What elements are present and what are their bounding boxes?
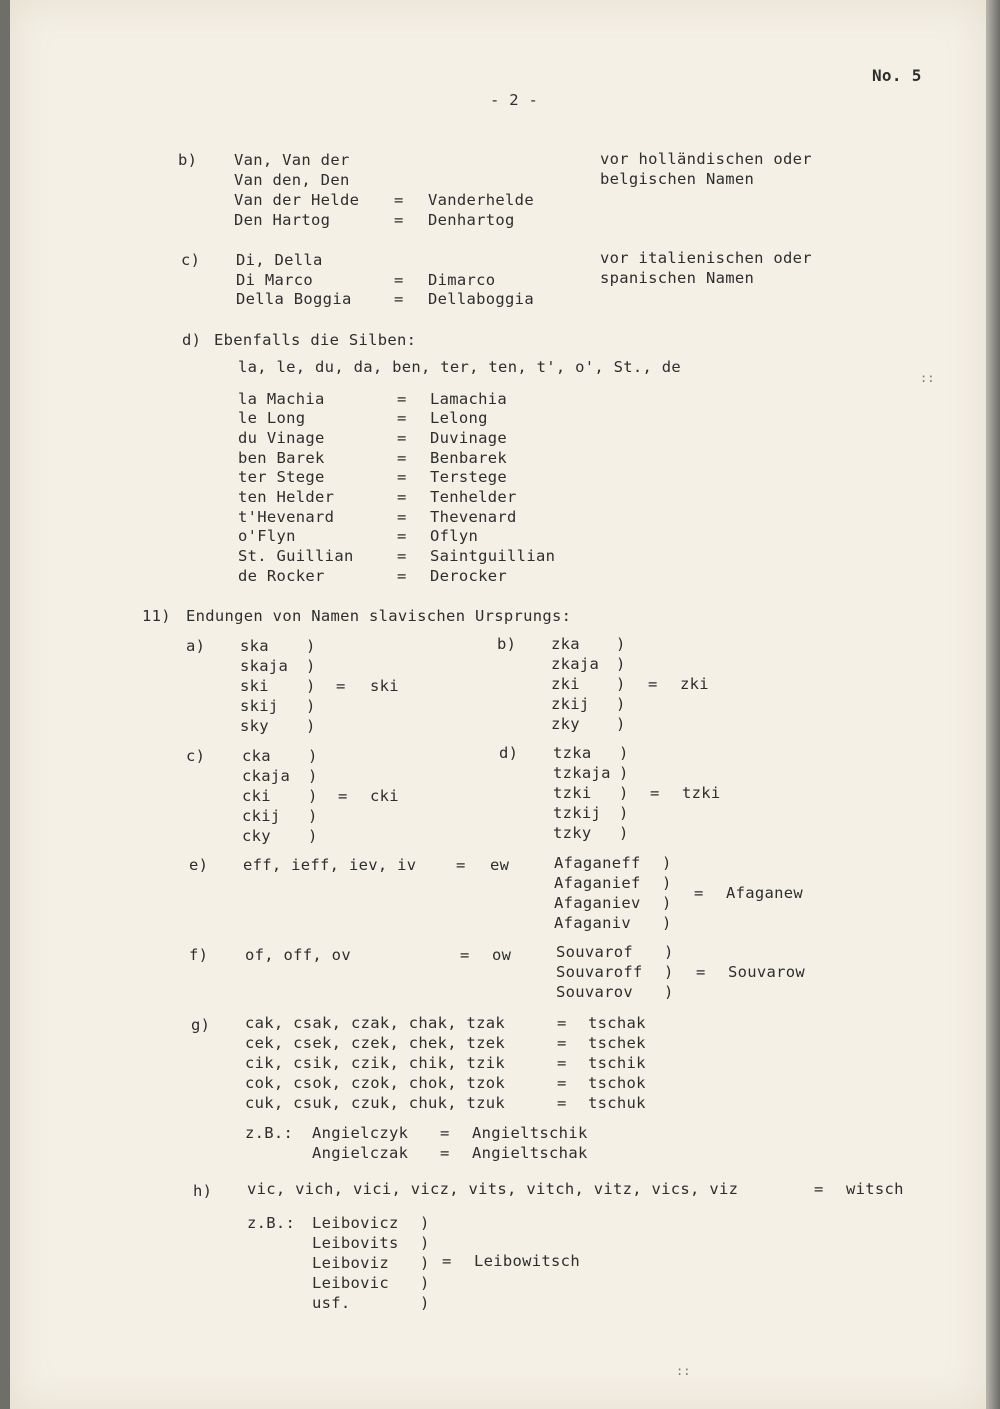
bracket: ): [420, 1294, 430, 1312]
section-c-prefix: Di, Della: [236, 251, 323, 269]
equals-sign: =: [694, 884, 704, 902]
equals-sign: =: [397, 527, 407, 545]
group-d-letter: d): [499, 744, 519, 762]
equals-sign: =: [650, 784, 660, 802]
group-d-ending: tzky: [553, 824, 592, 842]
equals-sign: =: [557, 1094, 567, 1112]
section-c-note: spanischen Namen: [600, 269, 755, 287]
equals-sign: =: [397, 488, 407, 506]
section-d-name: du Vinage: [238, 429, 325, 447]
equals-sign: =: [397, 547, 407, 565]
group-g-endings: cuk, csuk, czuk, chuk, tzuk: [245, 1094, 506, 1112]
section-d-syllables: la, le, du, da, ben, ter, ten, t', o', St., de: [238, 358, 682, 376]
bracket: ): [662, 874, 672, 892]
equals-sign: =: [696, 963, 706, 981]
group-g-example: Angielczak: [312, 1144, 409, 1162]
section-b-note: belgischen Namen: [600, 170, 755, 188]
bracket: ): [619, 824, 629, 842]
group-g-example: Angielczyk: [312, 1124, 409, 1142]
bracket: ): [420, 1234, 430, 1252]
group-h-example: Leiboviz: [312, 1254, 390, 1272]
group-c-ending: cki: [242, 787, 271, 805]
group-d-ending: tzkaja: [553, 764, 611, 782]
bracket: ): [306, 697, 316, 715]
group-b-ending: zki: [551, 675, 580, 693]
section-11-heading: Endungen von Namen slavischen Ursprungs:: [186, 607, 572, 625]
page-number: - 2 -: [490, 91, 539, 109]
equals-sign: =: [648, 675, 658, 693]
group-f-example: Souvarov: [556, 983, 634, 1001]
section-d-name: ten Helder: [238, 488, 335, 506]
group-g-result: tschik: [588, 1054, 646, 1072]
section-d-name: de Rocker: [238, 567, 325, 585]
bracket: ): [308, 767, 318, 785]
bracket: ): [619, 764, 629, 782]
section-d-result: Duvinage: [430, 429, 508, 447]
group-f-endings: of, off, ov: [245, 946, 351, 964]
group-a-ending: ski: [240, 677, 269, 695]
bracket: ): [616, 715, 626, 733]
equals-sign: =: [456, 856, 466, 874]
section-11-number: 11): [142, 607, 171, 625]
equals-sign: =: [397, 449, 407, 467]
group-e-example: Afaganiv: [554, 914, 632, 932]
group-c-ending: cka: [242, 747, 271, 765]
equals-sign: =: [338, 787, 348, 805]
group-g-result: tschuk: [588, 1094, 646, 1112]
equals-sign: =: [557, 1034, 567, 1052]
equals-sign: =: [442, 1252, 452, 1270]
equals-sign: =: [557, 1014, 567, 1032]
bracket: ): [308, 827, 318, 845]
group-e-result: ew: [490, 856, 510, 874]
group-e-letter: e): [189, 856, 209, 874]
document-number: No. 5: [872, 66, 922, 85]
section-c-note: vor italienischen oder: [600, 249, 812, 267]
section-c-prefix: Di Marco: [236, 271, 314, 289]
section-d-result: Thevenard: [430, 508, 517, 526]
section-b-prefix: Den Hartog: [234, 211, 331, 229]
bracket: ): [619, 744, 629, 762]
group-f-result: ow: [492, 946, 512, 964]
group-h-letter: h): [193, 1182, 213, 1200]
bracket: ): [306, 657, 316, 675]
equals-sign: =: [394, 211, 404, 229]
bracket: ): [306, 717, 316, 735]
section-d-name: la Machia: [238, 390, 325, 408]
bracket: ): [420, 1214, 430, 1232]
section-b-result: Vanderhelde: [428, 191, 534, 209]
section-b-note: vor holländischen oder: [600, 150, 812, 168]
group-d-ending: tzki: [553, 784, 592, 802]
equals-sign: =: [394, 191, 404, 209]
equals-sign: =: [397, 409, 407, 427]
group-c-result: cki: [370, 787, 399, 805]
group-g-letter: g): [191, 1016, 211, 1034]
bracket: ): [420, 1254, 430, 1272]
section-b-prefix: Van den, Den: [234, 171, 350, 189]
group-e-example-result: Afaganew: [726, 884, 804, 902]
section-d-result: Lelong: [430, 409, 488, 427]
group-g-example-result: Angieltschik: [472, 1124, 588, 1142]
equals-sign: =: [440, 1124, 450, 1142]
group-g-result: tschak: [588, 1014, 646, 1032]
equals-sign: =: [440, 1144, 450, 1162]
section-d-result: Benbarek: [430, 449, 508, 467]
section-c-prefix: Della Boggia: [236, 290, 352, 308]
group-a-ending: sky: [240, 717, 269, 735]
equals-sign: =: [397, 468, 407, 486]
equals-sign: =: [336, 677, 346, 695]
group-a-ending: skaja: [240, 657, 289, 675]
stray-mark: ::: [920, 371, 935, 385]
section-d-letter: d): [182, 331, 202, 349]
equals-sign: =: [397, 567, 407, 585]
section-d-name: ben Barek: [238, 449, 325, 467]
bracket: ): [662, 914, 672, 932]
equals-sign: =: [394, 271, 404, 289]
equals-sign: =: [397, 508, 407, 526]
group-b-ending: zkaja: [551, 655, 600, 673]
bracket: ): [308, 807, 318, 825]
equals-sign: =: [397, 390, 407, 408]
section-b-prefix: Van, Van der: [234, 151, 350, 169]
group-f-example-result: Souvarow: [728, 963, 806, 981]
section-d-result: Derocker: [430, 567, 508, 585]
section-c-result: Dimarco: [428, 271, 496, 289]
section-d-intro: Ebenfalls die Silben:: [214, 331, 417, 349]
group-c-ending: ckij: [242, 807, 281, 825]
group-h-example: Leibovicz: [312, 1214, 399, 1232]
bracket: ): [664, 943, 674, 961]
bracket: ): [306, 677, 316, 695]
group-a-ending: skij: [240, 697, 279, 715]
group-g-result: tschek: [588, 1034, 646, 1052]
group-h-endings: vic, vich, vici, vicz, vits, vitch, vitz, vics, viz: [247, 1180, 739, 1198]
group-e-endings: eff, ieff, iev, iv: [243, 856, 417, 874]
section-d-result: Saintguillian: [430, 547, 556, 565]
section-d-result: Oflyn: [430, 527, 479, 545]
stray-mark: ::: [676, 1364, 691, 1378]
group-g-example-result: Angieltschak: [472, 1144, 588, 1162]
group-b-result: zki: [680, 675, 709, 693]
group-c-ending: cky: [242, 827, 271, 845]
group-d-result: tzki: [682, 784, 721, 802]
equals-sign: =: [394, 290, 404, 308]
group-e-example: Afaganiev: [554, 894, 641, 912]
section-d-name: t'Hevenard: [238, 508, 335, 526]
group-f-letter: f): [189, 946, 209, 964]
group-g-endings: cek, csek, czek, chek, tzek: [245, 1034, 506, 1052]
binding-edge: [986, 0, 1000, 1409]
group-h-example-label: z.B.:: [247, 1214, 296, 1232]
group-h-result: witsch: [846, 1180, 904, 1198]
bracket: ): [616, 695, 626, 713]
bracket: ): [616, 675, 626, 693]
group-e-example: Afaganief: [554, 874, 641, 892]
group-g-result: tschok: [588, 1074, 646, 1092]
equals-sign: =: [460, 946, 470, 964]
equals-sign: =: [557, 1054, 567, 1072]
section-c-result: Dellaboggia: [428, 290, 534, 308]
bracket: ): [308, 787, 318, 805]
group-e-example: Afaganeff: [554, 854, 641, 872]
section-d-result: Tenhelder: [430, 488, 517, 506]
section-d-result: Lamachia: [430, 390, 508, 408]
bracket: ): [662, 854, 672, 872]
group-b-ending: zky: [551, 715, 580, 733]
group-g-endings: cik, csik, czik, chik, tzik: [245, 1054, 506, 1072]
section-d-name: ter Stege: [238, 468, 325, 486]
group-b-letter: b): [497, 635, 517, 653]
group-a-result: ski: [370, 677, 399, 695]
group-h-example: Leibovits: [312, 1234, 399, 1252]
equals-sign: =: [397, 429, 407, 447]
bracket: ): [420, 1274, 430, 1292]
group-b-ending: zka: [551, 635, 580, 653]
section-d-name: le Long: [238, 409, 306, 427]
group-d-ending: tzka: [553, 744, 592, 762]
group-c-letter: c): [186, 747, 206, 765]
group-h-example: Leibovic: [312, 1274, 390, 1292]
group-h-example: usf.: [312, 1294, 351, 1312]
bracket: ): [664, 983, 674, 1001]
section-d-name: o'Flyn: [238, 527, 296, 545]
group-a-ending: ska: [240, 637, 269, 655]
group-h-example-result: Leibowitsch: [474, 1252, 580, 1270]
bracket: ): [619, 804, 629, 822]
group-f-example: Souvarof: [556, 943, 634, 961]
bracket: ): [616, 635, 626, 653]
section-c-letter: c): [181, 251, 201, 269]
group-g-endings: cok, csok, czok, chok, tzok: [245, 1074, 506, 1092]
bracket: ): [619, 784, 629, 802]
bracket: ): [616, 655, 626, 673]
group-g-endings: cak, csak, czak, chak, tzak: [245, 1014, 506, 1032]
section-b-letter: b): [178, 151, 198, 169]
bracket: ): [662, 894, 672, 912]
equals-sign: =: [557, 1074, 567, 1092]
group-f-example: Souvaroff: [556, 963, 643, 981]
equals-sign: =: [814, 1180, 824, 1198]
bracket: ): [306, 637, 316, 655]
section-b-prefix: Van der Helde: [234, 191, 360, 209]
group-b-ending: zkij: [551, 695, 590, 713]
section-d-name: St. Guillian: [238, 547, 354, 565]
section-b-result: Denhartog: [428, 211, 515, 229]
bracket: ): [664, 963, 674, 981]
bracket: ): [308, 747, 318, 765]
group-g-example-label: z.B.:: [245, 1124, 294, 1142]
group-c-ending: ckaja: [242, 767, 291, 785]
section-d-result: Terstege: [430, 468, 508, 486]
group-d-ending: tzkij: [553, 804, 602, 822]
group-a-letter: a): [186, 637, 206, 655]
